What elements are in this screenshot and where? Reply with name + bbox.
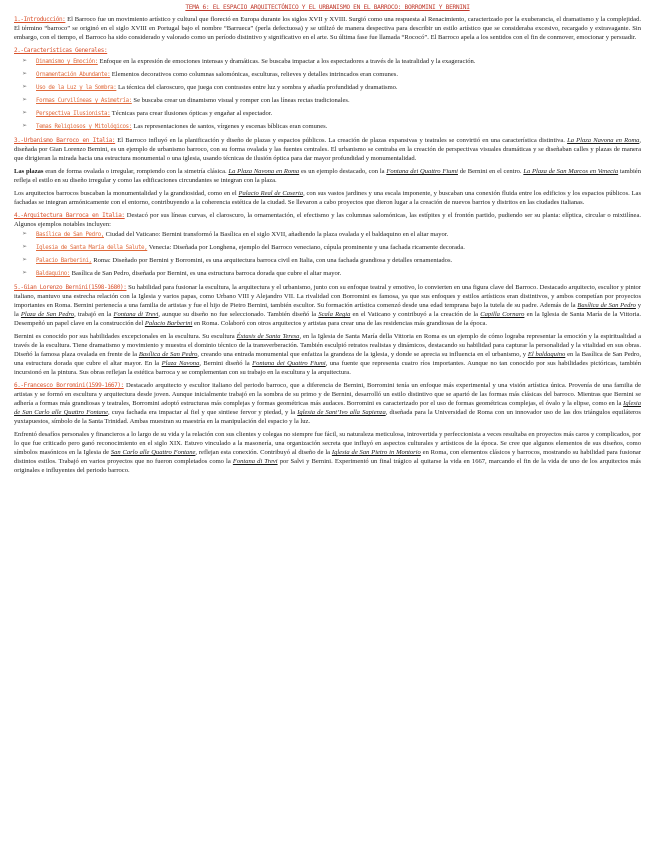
item-text: Las representaciones de santos, vírgenes y escenas bíblicas eran comunes. [131, 123, 328, 130]
list-item [22, 256, 641, 266]
underlined-reference: Fontana dei Quattro Fiumi [386, 168, 458, 175]
list-item [22, 230, 641, 240]
caracteristicas-list [22, 57, 641, 132]
item-label: Palacio Barberini, [36, 258, 92, 264]
underlined-reference: Scala Regia [318, 311, 351, 318]
underlined-reference: La Plaza Navona en Roma [228, 168, 300, 175]
item-text: Basílica de San Pedro, diseñada por Bernini, es una estructura barroca dorada que cubre el altar mayor. [70, 270, 342, 277]
underlined-reference: Plaza Navona [161, 360, 200, 367]
item-label: Perspectiva Ilusionista: [36, 111, 111, 117]
arrow-bullet-icon: ➢ [22, 71, 28, 77]
heading-introduccion: 1.-Introducción: [14, 16, 66, 23]
paragraph-text: también refleja el estilo en su diseño irregular y como las edificaciones circundantes se integran con la plaza. [14, 168, 641, 184]
heading-urbanismo: 3.-Urbanismo Barroco en Italia: [14, 137, 116, 144]
item-label: Formas Curvilíneas y Asimetría: [36, 98, 132, 104]
item-text: Venecia: Diseñada por Longhena, ejemplo del Barroco veneciano, cúpula prominente y una fachada ricamente decorada. [147, 244, 465, 251]
paragraph-borromini-vida [14, 430, 641, 475]
paragraph-text: de Bernini en el centro. [457, 168, 524, 175]
paragraph-text: por Salvi y Bernini. Experimentó un final trágico al quitarse la vida en 1667, marcando el fin de la vida de uno de los arquitectos más originales e influyentes del periodo barroco. [14, 458, 641, 474]
heading-bernini: 5.-Gian Lorenzo Bernini(1598-1680): [14, 284, 127, 291]
underlined-reference: El baldaquino [527, 351, 566, 358]
paragraph-text: en la Iglesia de Santa María de la Vittoria. Desempeñó un papel clave en la construcción del [14, 311, 642, 327]
section-introduccion [14, 15, 641, 42]
arrow-bullet-icon: ➢ [22, 110, 28, 116]
list-item [22, 243, 641, 253]
arrow-bullet-icon: ➢ [22, 58, 28, 64]
underlined-reference: Iglesia de Sant’Ivo alla Sapienza [297, 409, 386, 416]
list-item [22, 269, 641, 279]
item-label: Basílica de San Pedro, [36, 232, 104, 238]
underlined-reference: Fontana di Trevi [232, 458, 278, 465]
underlined-reference: Basílica de San Pedro [577, 302, 636, 309]
item-text: Roma: Diseñado por Bernini y Borromini, es una arquitectura barroca civil en Italia, con una fachada grandiosa y detalles ornamentados. [91, 257, 453, 264]
paragraph-text: en el Vaticano y contribuyó a la creación de la [350, 311, 481, 318]
arrow-bullet-icon: ➢ [22, 257, 28, 263]
list-item [22, 109, 641, 119]
list-item [22, 70, 641, 80]
item-text: La técnica del claroscuro, que juega con contrastes entre luz y sombra y añadía profundidad y dramatismo. [116, 84, 398, 91]
paragraph-text: en Roma. Colaboró con otros arquitectos y artistas para crear una de las residencias más grandiosas de la época. [192, 320, 488, 327]
heading-borromini: 6.-Francesco Borromini(1599-1667): [14, 382, 124, 389]
underlined-reference: Fontana di Trevi [113, 311, 159, 318]
item-label: Dinamismo y Emoción: [36, 59, 98, 65]
paragraph-text: , reflejan esta conexión. Contribuyó al diseño de la [195, 449, 332, 456]
underlined-reference: San Carlo alle Quattro Fontane [110, 449, 196, 456]
paragraph-text: El Barroco influyó en la planificación y diseño de plazas y espacios públicos. La creación de plazas expansivas y teatrales se convirtió en una característica distintiva. [115, 137, 568, 144]
arrow-bullet-icon: ➢ [22, 84, 28, 90]
item-label: Temas Religiosos y Mitológicos: [36, 124, 132, 130]
section-borromini [14, 381, 641, 426]
paragraph-text: , con sus vastos jardines y una escala imponente, y buscaban una conexión fluida entre los edificios y los espacios públicos. Las fachadas se integran armónicamente con el entorno, contribuyendo a la coherencia estética de la ciudad. Se llevaron a cabo proyectos que dieron lugar a la creación de nuevos barrios y distritos en las ciudades italianas. [14, 190, 642, 206]
paragraph-text: Los arquitectos barrocos buscaban la monumentalidad y la grandiosidad, como en el [14, 190, 239, 197]
list-item [22, 57, 641, 67]
section-arquitectura [14, 211, 641, 229]
underlined-reference: Basílica de San Pedro [138, 351, 198, 358]
arrow-bullet-icon: ➢ [22, 97, 28, 103]
arrow-bullet-icon: ➢ [22, 231, 28, 237]
bold-lead: Las plazas [14, 168, 44, 175]
section-caracteristicas [14, 46, 641, 55]
paragraph-text: Enfrentó desafíos personales y financieros a lo largo de su vida y la relación con sus clientes y colegas no siempre fue fácil, su naturaleza meticulosa, introvertida y perfeccionista a veces resultaba en proyectos más caros y complicados, por lo que fue criticado pero ganó reconocimiento en el siglo XIX. Estuvo vinculado a la masonería, una organización secreta que influyó en aspectos culturales y artísticos de la época. Se cree que algunos elementos de sus diseños, como símbolos masónicos en la Iglesia de [14, 431, 641, 456]
underlined-reference: Iglesia de San Carlo alle Quattro Fontane [14, 400, 641, 416]
paragraph-text: , Bernini diseñó la [199, 360, 253, 367]
paragraph-text: y la [14, 302, 641, 318]
paragraph-plazas [14, 167, 641, 185]
paragraph-text: en la Basílica de San Pedro, una estructura dorada que cubre el altar mayor. En la [14, 351, 641, 367]
item-text: Elementos decorativos como columnas salomónicas, esculturas, relieves y detalles intrincados eran comunes. [110, 71, 398, 78]
paragraph-text: en Roma, con elementos clásicos y barrocos, mostrando su habilidad para fusionar distintos estilos. Trabajó en varios proyectos que no fueron completados como la [14, 449, 641, 465]
paragraph-text: , una fuente que representa cuatro ríos importantes. Aunque no tan conocido por sus habilidades pictóricas, también incursionó en la pintura. Sus obras reflejan la estética barroca y se complementan con su trabajo en la escultura y la arquitectura. [14, 360, 641, 376]
text-introduccion: El Barroco fue un movimiento artístico y cultural que floreció en Europa durante los siglos XVII y XVIII. Surgió como una respuesta al Renacimiento, caracterizado por la exuberancia, el dramatismo y la complejidad. El término “barroco” se originó en el siglo XVIII en Portugal bajo el nombre “Barrueca” (perla defectuosa) y se utilizó de manera despectiva para describir un estilo artístico que se consideraba excesivo, recargado y extravagante. Sin embargo, con el tiempo, el Barroco ha sido considerado y valorado como un período distintivo y significativo en el arte. Su última fase fue llamada “Rococó”. El Barroco apela a los sentidos con el fin de conmover, emocionar y persuadir. [14, 16, 641, 41]
item-label: Iglesia de Santa María della Salute, [36, 245, 148, 251]
item-label: Ornamentación Abundante: [36, 72, 111, 78]
paragraph-text: es un ejemplo destacado, con la [299, 168, 387, 175]
paragraph-text: Destacado arquitecto y escultor italiano del periodo barroco, que a diferencia de Bernini, Borromini tenía un enfoque más experimental y una visión artística única. Provenía de una familia de artistas y se formó en escultura y arquitectura desde joven. Aunque inicialmente trabajó en la sombra de su primo y de Bernini, desarrolló un estilo distintivo que se apartó de las formas más clásicas del barroco. Mientras que Bernini se adhería a formas más grandiosas y teatrales, Borromini adoptó estructuras más complejas y formas geométricas más audaces. Borromini es caracterizado por el uso de formas geométricas complejas, el óvalo y la elipse, como en la [14, 382, 641, 407]
paragraph-bernini-escultura [14, 332, 641, 377]
paragraph-arquitectos [14, 189, 641, 207]
arrow-bullet-icon: ➢ [22, 244, 28, 250]
arrow-bullet-icon: ➢ [22, 123, 28, 129]
item-text: Ciudad del Vaticano: Bernini transformó la Basílica en el siglo XVII, añadiendo la plaza ovalada y el baldaquino en el altar mayor. [103, 231, 449, 238]
paragraph-text: , aunque su diseño no fue seleccionado. También diseñó la [158, 311, 319, 318]
paragraph-text: , diseñada para la Universidad de Roma con un innovador uso de las dos triángulos equiláteros yuxtapuestos, símbolo de la Santa Trinidad. Ambas muestran su maestría en la manipulación del espacio y la luz. [14, 409, 641, 425]
list-item [22, 83, 641, 93]
underlined-reference: Capilla Cornaro [480, 311, 525, 318]
paragraph-text: , cuya fachada era impactar al fiel y que sintiese fervor y piedad, y la [108, 409, 298, 416]
underlined-reference: Fontana dei Quattro Fiumi [252, 360, 326, 367]
underlined-reference: Palacio Barberini [144, 320, 193, 327]
item-text: Se buscaba crear un dinamismo visual y romper con las líneas rectas tradicionales. [131, 97, 350, 104]
paragraph-text: Su habilidad para fusionar la escultura, la arquitectura y el urbanismo, junto con su enfoque teatral y emotivo, lo convierten en una figura clave del Barroco. Destacado arquitecto, escultor y pintor italiano, mantuvo una estrecha relación con la Iglesia y varios papas, como Urbano VIII y Alejandro VII. La rivalidad con Borromini es famosa, ya que sus enfoques y estilos artísticos eran distintivos, y ambos competían por proyectos importantes en Roma. Bernini pertenecía a una familia de artistas y fue el hijo de Pietro Bernini, también escultor. Su formación artística comenzó desde una edad temprana bajo la tutela de su padre. Además de la [14, 284, 641, 309]
paragraph-text: , creando una entrada monumental que enfatiza la grandeza de la iglesia, y donde se aprecia su influencia en el urbanismo, y [197, 351, 528, 358]
underlined-reference: Iglesia de San Pietro in Montorio [331, 449, 421, 456]
underlined-reference: Éxtasis de Santa Teresa [236, 333, 300, 340]
arquitectura-list [22, 230, 641, 279]
list-item [22, 122, 641, 132]
underlined-reference: Palacio Real de Caserta [238, 190, 304, 197]
document-title: TEMA 6: EL ESPACIO ARQUITECTÓNICO Y EL URBANISMO EN EL BARROCO: BORROMINI Y BERNINI [185, 4, 470, 11]
heading-arquitectura: 4.-Arquitectura Barroca en Italia: [14, 212, 125, 219]
list-item [22, 96, 641, 106]
underlined-reference: Plaza de San Pedro [20, 311, 75, 318]
item-label: Baldaquino: [36, 271, 70, 277]
paragraph-text: Bernini es conocido por sus habilidades excepcionales en la escultura. Su escultura [14, 333, 237, 340]
section-bernini [14, 283, 641, 328]
paragraph-text: , trabajó en la [74, 311, 114, 318]
paragraph-text: eran de forma ovalada o irregular, rompiendo con la simetría clásica. [43, 168, 229, 175]
paragraph-text: , diseñada por Gian Lorenzo Bernini, es un ejemplo de urbanismo barroco, con su forma ovalada y las fuentes centrales. El urbanismo se centraba en la creación de perspectivas visuales dramáticas y se diseñaban calles y plazas de manera que dirigieran la mirada hacia una estructura monumental o una iglesia, usando técnicas de ilusión óptica para dar mayor profundidad y monumentalidad. [14, 137, 641, 162]
arrow-bullet-icon: ➢ [22, 270, 28, 276]
paragraph-text: Destacó por sus líneas curvas, el claroscuro, la ornamentación, el efectismo y las columnas salomónicas, las estípites y el frontón partido, pudiendo ser su planta: elíptica, circular o mixtilínea. Algunos ejemplos notables incluyen: [14, 212, 641, 228]
item-text: Enfoque en la expresión de emociones intensas y dramáticas. Se buscaba impactar a los espectadores a través de la teatralidad y la exageración. [97, 58, 476, 65]
underlined-reference: La Plaza de San Marcos en Venecia [523, 168, 619, 175]
section-urbanismo [14, 136, 641, 163]
heading-caracteristicas: 2.-Características Generales: [14, 47, 108, 54]
paragraph-text: , en la Iglesia de Santa María della Vittoria en Roma es un ejemplo de cómo lograba representar la emoción y la espiritualidad a través de la escultura. Tiene dramatismo y movimiento y muestra el dominio técnico de la transverberación. También esculpió retratos realistas y dinámicos, destacando su habilidad para capturar la personalidad y la vitalidad en sus obras. Diseñó la famosa plaza ovalada en frente de la [14, 333, 641, 358]
underlined-reference: La Plaza Navona en Roma [567, 137, 640, 144]
item-text: Técnicas para crear ilusiones ópticas y engañar al espectador. [110, 110, 273, 117]
item-label: Uso de la Luz y la Sombra: [36, 85, 117, 91]
